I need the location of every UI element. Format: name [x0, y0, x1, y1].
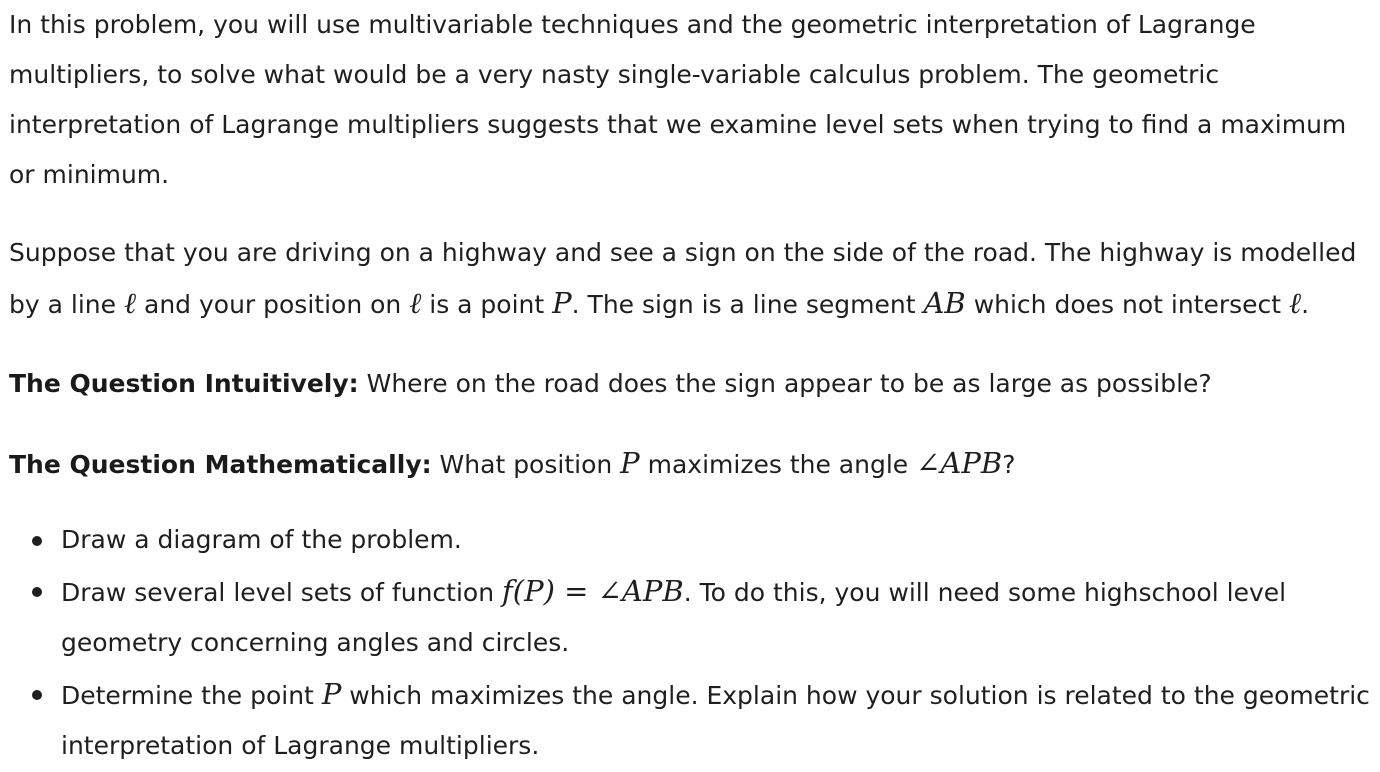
math-point-p: P: [552, 286, 572, 320]
math-segment-ab: AB: [923, 286, 966, 320]
setup-text-2: and your position on: [136, 290, 410, 319]
task-text: . To do this, you will need some highschool level geometry concerning angles and circles.: [61, 577, 1287, 657]
question-intuitive-paragraph: [9, 359, 1377, 409]
task-text: Draw several level sets of function: [61, 577, 503, 607]
math-line-l: ℓ: [123, 286, 137, 320]
question-math-paragraph: [9, 438, 1377, 490]
list-item: [9, 515, 1377, 566]
question-math-text-3: ?: [1002, 450, 1016, 479]
setup-text-3: is a point: [421, 290, 553, 319]
math-point-p-3: P: [321, 676, 342, 711]
setup-text-5: which does not intersect: [965, 290, 1290, 319]
question-math-text-1: What position: [431, 450, 621, 479]
intro-text: In this problem, you will use multivariable techniques and the geometric interpretation of Lagrange multipliers, to solve what would be a very nasty single-variable calculus problem. The geometric interpretation of Lagrange multipliers suggests that we examine level sets when trying to find a maximum or minimum.: [9, 10, 1347, 189]
setup-text-4: . The sign is a line segment: [571, 290, 924, 319]
math-angle-apb: ∠APB: [916, 446, 1003, 480]
list-item: [9, 566, 1377, 669]
task-text: Determine the point: [61, 680, 322, 710]
math-line-l-2: ℓ: [409, 286, 422, 320]
bullet-icon: [32, 690, 42, 700]
task-list: [9, 515, 1377, 772]
math-point-p-2: P: [620, 446, 640, 480]
setup-paragraph: [9, 228, 1377, 330]
task-text: Draw a diagram of the problem.: [61, 525, 462, 554]
question-math-heading: The Question Mathematically:: [9, 450, 432, 479]
question-intuitive-text: Where on the road does the sign appear to be as large as possible?: [358, 369, 1212, 398]
math-function-f: f(P) = ∠APB: [502, 573, 684, 608]
question-math-text-2: maximizes the angle: [639, 450, 917, 479]
math-line-l-3: ℓ: [1289, 286, 1302, 320]
setup-text-1: Suppose that you are driving on a highway and see a sign on the side of the road. The highway is modelled by a line: [9, 238, 1357, 319]
document-body: [9, 0, 1377, 772]
intro-paragraph: [9, 0, 1377, 200]
bullet-icon: [32, 587, 42, 597]
task-text: which maximizes the angle. Explain how your solution is related to the geometric interpretation of Lagrange multipliers.: [61, 680, 1370, 760]
list-item: [9, 669, 1377, 772]
bullet-icon: [32, 536, 42, 546]
setup-text-6: .: [1301, 290, 1310, 319]
question-intuitive-heading: The Question Intuitively:: [9, 369, 359, 398]
